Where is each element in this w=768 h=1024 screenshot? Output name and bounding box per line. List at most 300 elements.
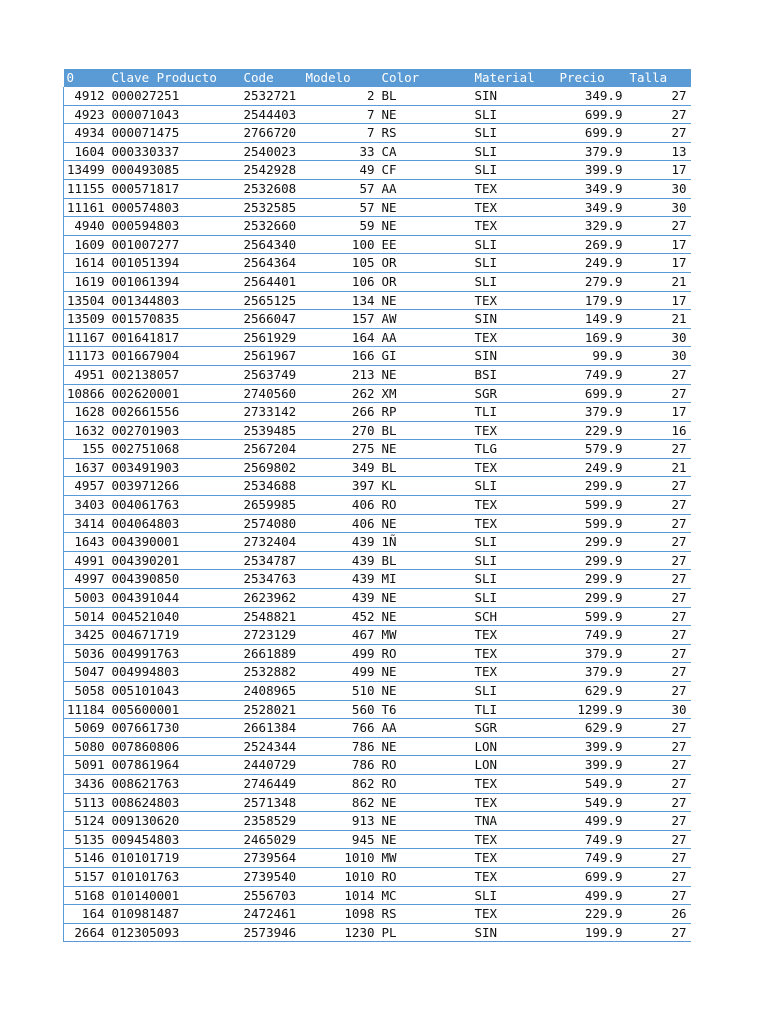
cell-color[interactable]: OR — [381, 273, 397, 289]
cell-modelo[interactable]: 397 — [351, 478, 375, 494]
cell-color[interactable]: NE — [381, 590, 397, 606]
cell-code[interactable]: 2661384 — [243, 720, 297, 736]
cell-precio[interactable]: 549.9 — [584, 794, 623, 810]
cell-color[interactable]: KL — [381, 478, 397, 494]
cell-clave-producto[interactable]: 004390001 — [111, 534, 180, 550]
cell-index[interactable]: 5080 — [64, 737, 109, 756]
cell-index[interactable]: 155 — [64, 440, 109, 459]
cell-modelo[interactable]: 1010 — [344, 850, 375, 866]
cell-modelo[interactable]: 406 — [351, 497, 375, 513]
cell-material[interactable]: SLI — [474, 125, 498, 141]
cell-material[interactable]: TEX — [474, 180, 498, 196]
cell-color[interactable]: BL — [381, 88, 397, 103]
cell-modelo[interactable]: 439 — [351, 552, 375, 568]
cell-talla[interactable]: 27 — [671, 831, 687, 847]
cell-clave-producto[interactable]: 003491903 — [111, 459, 180, 475]
cell-precio[interactable]: 399.9 — [584, 757, 623, 773]
cell-index[interactable]: 1619 — [64, 272, 109, 291]
cell-clave-producto[interactable]: 005600001 — [111, 701, 180, 717]
cell-talla[interactable]: 27 — [671, 627, 687, 643]
cell-precio[interactable]: 399.9 — [584, 162, 623, 178]
cell-talla[interactable]: 27 — [671, 608, 687, 624]
cell-modelo[interactable]: 439 — [351, 590, 375, 606]
cell-color[interactable]: NE — [381, 106, 397, 122]
cell-code[interactable]: 2746449 — [243, 775, 297, 791]
cell-clave-producto[interactable]: 009454803 — [111, 831, 180, 847]
cell-talla[interactable]: 17 — [671, 236, 687, 252]
cell-color[interactable]: NE — [381, 813, 397, 829]
cell-modelo[interactable]: 49 — [359, 162, 375, 178]
cell-color[interactable]: RO — [381, 775, 397, 791]
cell-code[interactable]: 2623962 — [243, 590, 297, 606]
cell-material[interactable]: SCH — [474, 608, 498, 624]
cell-index[interactable]: 3436 — [64, 774, 109, 793]
cell-material[interactable]: TEX — [474, 664, 498, 680]
cell-talla[interactable]: 27 — [671, 441, 687, 457]
cell-color[interactable]: NE — [381, 366, 397, 382]
cell-color[interactable]: BL — [381, 552, 397, 568]
cell-modelo[interactable]: 7 — [366, 106, 375, 122]
cell-precio[interactable]: 99.9 — [592, 348, 623, 364]
cell-index[interactable]: 3403 — [64, 496, 109, 515]
cell-index[interactable]: 5146 — [64, 849, 109, 868]
cell-color[interactable]: RP — [381, 404, 397, 420]
cell-material[interactable]: SIN — [474, 88, 498, 103]
cell-talla[interactable]: 17 — [671, 404, 687, 420]
cell-modelo[interactable]: 164 — [351, 329, 375, 345]
cell-precio[interactable]: 349.9 — [584, 199, 623, 215]
cell-modelo[interactable]: 499 — [351, 664, 375, 680]
cell-index[interactable]: 5091 — [64, 756, 109, 775]
cell-color[interactable]: NE — [381, 608, 397, 624]
cell-precio[interactable]: 749.9 — [584, 627, 623, 643]
cell-material[interactable]: TEX — [474, 906, 498, 922]
cell-precio[interactable]: 379.9 — [584, 404, 623, 420]
cell-talla[interactable]: 27 — [671, 515, 687, 531]
cell-clave-producto[interactable]: 004061763 — [111, 497, 180, 513]
cell-clave-producto[interactable]: 001344803 — [111, 292, 180, 308]
cell-index[interactable]: 4912 — [64, 87, 109, 105]
cell-material[interactable]: SLI — [474, 273, 498, 289]
cell-modelo[interactable]: 1098 — [344, 906, 375, 922]
cell-material[interactable]: LON — [474, 757, 498, 773]
cell-index[interactable]: 11167 — [64, 328, 109, 347]
cell-precio[interactable]: 349.9 — [584, 180, 623, 196]
cell-talla[interactable]: 27 — [671, 218, 687, 234]
cell-index[interactable]: 5113 — [64, 793, 109, 812]
cell-material[interactable]: SLI — [474, 143, 498, 159]
cell-code[interactable]: 2534688 — [243, 478, 297, 494]
cell-talla[interactable]: 27 — [671, 125, 687, 141]
cell-index[interactable]: 5058 — [64, 682, 109, 701]
cell-code[interactable]: 2567204 — [243, 441, 297, 457]
cell-material[interactable]: TEX — [474, 850, 498, 866]
cell-precio[interactable]: 749.9 — [584, 366, 623, 382]
cell-color[interactable]: OR — [381, 255, 397, 271]
cell-modelo[interactable]: 157 — [351, 311, 375, 327]
cell-index[interactable]: 5157 — [64, 867, 109, 886]
cell-color[interactable]: 1Ñ — [381, 534, 397, 550]
cell-precio[interactable]: 299.9 — [584, 590, 623, 606]
cell-talla[interactable]: 27 — [671, 775, 687, 791]
cell-modelo[interactable]: 262 — [351, 385, 375, 401]
cell-precio[interactable]: 699.9 — [584, 106, 623, 122]
cell-material[interactable]: SLI — [474, 236, 498, 252]
cell-talla[interactable]: 27 — [671, 497, 687, 513]
cell-modelo[interactable]: 349 — [351, 459, 375, 475]
cell-material[interactable]: TEX — [474, 775, 498, 791]
cell-index[interactable]: 5168 — [64, 886, 109, 905]
cell-clave-producto[interactable]: 002701903 — [111, 422, 180, 438]
cell-clave-producto[interactable]: 007861964 — [111, 757, 180, 773]
cell-material[interactable]: TEX — [474, 645, 498, 661]
cell-precio[interactable]: 379.9 — [584, 143, 623, 159]
cell-clave-producto[interactable]: 004994803 — [111, 664, 180, 680]
cell-modelo[interactable]: 1010 — [344, 868, 375, 884]
cell-code[interactable]: 2532660 — [243, 218, 297, 234]
cell-modelo[interactable]: 166 — [351, 348, 375, 364]
cell-color[interactable]: AA — [381, 720, 397, 736]
cell-talla[interactable]: 27 — [671, 552, 687, 568]
cell-precio[interactable]: 629.9 — [584, 683, 623, 698]
cell-modelo[interactable]: 945 — [351, 831, 375, 847]
cell-modelo[interactable]: 270 — [351, 422, 375, 438]
cell-color[interactable]: RO — [381, 757, 397, 773]
cell-index[interactable]: 4934 — [64, 124, 109, 143]
cell-modelo[interactable]: 439 — [351, 571, 375, 587]
cell-material[interactable]: TEX — [474, 199, 498, 215]
cell-talla[interactable]: 27 — [671, 924, 687, 940]
cell-precio[interactable]: 249.9 — [584, 255, 623, 271]
cell-code[interactable]: 2532721 — [243, 88, 297, 103]
cell-index[interactable]: 2664 — [64, 923, 109, 942]
cell-code[interactable]: 2659985 — [243, 497, 297, 513]
cell-index[interactable]: 4997 — [64, 570, 109, 589]
cell-material[interactable]: TLG — [474, 441, 498, 457]
cell-code[interactable]: 2465029 — [243, 831, 297, 847]
cell-clave-producto[interactable]: 002661556 — [111, 404, 180, 420]
cell-index[interactable]: 1632 — [64, 421, 109, 440]
cell-color[interactable]: RO — [381, 868, 397, 884]
header-cell-color[interactable]: Color — [381, 70, 420, 85]
cell-code[interactable]: 2528021 — [243, 701, 297, 717]
cell-index[interactable]: 1604 — [64, 142, 109, 161]
cell-code[interactable]: 2440729 — [243, 757, 297, 773]
cell-color[interactable]: BL — [381, 422, 397, 438]
cell-index[interactable]: 4991 — [64, 551, 109, 570]
cell-index[interactable]: 1609 — [64, 235, 109, 254]
cell-talla[interactable]: 27 — [671, 88, 687, 103]
cell-color[interactable]: AA — [381, 329, 397, 345]
cell-talla[interactable]: 27 — [671, 720, 687, 736]
header-cell-material[interactable]: Material — [474, 70, 535, 85]
cell-precio[interactable]: 549.9 — [584, 775, 623, 791]
cell-color[interactable]: CA — [381, 143, 397, 159]
cell-clave-producto[interactable]: 000071043 — [111, 106, 180, 122]
cell-clave-producto[interactable]: 012305093 — [111, 924, 180, 940]
cell-code[interactable]: 2548821 — [243, 608, 297, 624]
cell-material[interactable]: SIN — [474, 348, 498, 364]
cell-code[interactable]: 2766720 — [243, 125, 297, 141]
cell-code[interactable]: 2540023 — [243, 143, 297, 159]
cell-precio[interactable]: 749.9 — [584, 831, 623, 847]
cell-modelo[interactable]: 33 — [359, 143, 375, 159]
cell-clave-producto[interactable]: 004390850 — [111, 571, 180, 587]
cell-material[interactable]: BSI — [474, 366, 498, 382]
cell-precio[interactable]: 699.9 — [584, 385, 623, 401]
cell-precio[interactable]: 149.9 — [584, 311, 623, 327]
cell-clave-producto[interactable]: 008624803 — [111, 794, 180, 810]
cell-index[interactable]: 13509 — [64, 310, 109, 329]
cell-precio[interactable]: 299.9 — [584, 534, 623, 550]
cell-color[interactable]: NE — [381, 218, 397, 234]
cell-clave-producto[interactable]: 001667904 — [111, 348, 180, 364]
cell-color[interactable]: NE — [381, 199, 397, 215]
cell-color[interactable]: XM — [381, 385, 397, 401]
cell-code[interactable]: 2358529 — [243, 813, 297, 829]
cell-clave-producto[interactable]: 005101043 — [111, 683, 180, 698]
cell-material[interactable]: SLI — [474, 106, 498, 122]
cell-color[interactable]: EE — [381, 236, 397, 252]
cell-clave-producto[interactable]: 001051394 — [111, 255, 180, 271]
cell-clave-producto[interactable]: 000330337 — [111, 143, 180, 159]
cell-precio[interactable]: 169.9 — [584, 329, 623, 345]
cell-color[interactable]: RS — [381, 906, 397, 922]
cell-clave-producto[interactable]: 007661730 — [111, 720, 180, 736]
cell-material[interactable]: LON — [474, 738, 498, 754]
cell-precio[interactable]: 1299.9 — [577, 701, 623, 717]
cell-clave-producto[interactable]: 008621763 — [111, 775, 180, 791]
cell-talla[interactable]: 30 — [671, 329, 687, 345]
cell-index[interactable]: 11155 — [64, 179, 109, 198]
cell-material[interactable]: SGR — [474, 385, 498, 401]
cell-talla[interactable]: 27 — [671, 850, 687, 866]
cell-clave-producto[interactable]: 007860806 — [111, 738, 180, 754]
cell-talla[interactable]: 21 — [671, 459, 687, 475]
cell-code[interactable]: 2563749 — [243, 366, 297, 382]
cell-talla[interactable]: 30 — [671, 348, 687, 364]
cell-index[interactable]: 5135 — [64, 830, 109, 849]
cell-modelo[interactable]: 862 — [351, 775, 375, 791]
cell-modelo[interactable]: 59 — [359, 218, 375, 234]
cell-clave-producto[interactable]: 002751068 — [111, 441, 180, 457]
cell-precio[interactable]: 699.9 — [584, 868, 623, 884]
cell-precio[interactable]: 399.9 — [584, 738, 623, 754]
cell-material[interactable]: SLI — [474, 162, 498, 178]
cell-material[interactable]: TEX — [474, 627, 498, 643]
cell-talla[interactable]: 27 — [671, 738, 687, 754]
cell-modelo[interactable]: 2 — [366, 88, 375, 103]
cell-clave-producto[interactable]: 004391044 — [111, 590, 180, 606]
cell-material[interactable]: TEX — [474, 831, 498, 847]
cell-material[interactable]: SGR — [474, 720, 498, 736]
cell-clave-producto[interactable]: 001061394 — [111, 273, 180, 289]
cell-modelo[interactable]: 213 — [351, 366, 375, 382]
cell-clave-producto[interactable]: 000571817 — [111, 180, 180, 196]
cell-index[interactable]: 11184 — [64, 700, 109, 719]
cell-index[interactable]: 1628 — [64, 403, 109, 422]
cell-code[interactable]: 2532882 — [243, 664, 297, 680]
header-cell-clave-producto[interactable]: Clave Producto — [111, 70, 217, 85]
cell-precio[interactable]: 249.9 — [584, 459, 623, 475]
cell-color[interactable]: RO — [381, 645, 397, 661]
cell-modelo[interactable]: 57 — [359, 199, 375, 215]
cell-color[interactable]: AA — [381, 180, 397, 196]
cell-talla[interactable]: 27 — [671, 106, 687, 122]
cell-talla[interactable]: 27 — [671, 534, 687, 550]
cell-index[interactable]: 11173 — [64, 347, 109, 366]
cell-code[interactable]: 2571348 — [243, 794, 297, 810]
cell-clave-producto[interactable]: 001570835 — [111, 311, 180, 327]
cell-index[interactable]: 164 — [64, 905, 109, 924]
cell-code[interactable]: 2732404 — [243, 534, 297, 550]
cell-clave-producto[interactable]: 002620001 — [111, 385, 180, 401]
cell-material[interactable]: SLI — [474, 478, 498, 494]
cell-modelo[interactable]: 913 — [351, 813, 375, 829]
cell-precio[interactable]: 629.9 — [584, 720, 623, 736]
cell-index[interactable]: 5124 — [64, 812, 109, 831]
cell-talla[interactable]: 27 — [671, 887, 687, 903]
cell-material[interactable]: SLI — [474, 534, 498, 550]
cell-talla[interactable]: 27 — [671, 794, 687, 810]
cell-clave-producto[interactable]: 000574803 — [111, 199, 180, 215]
cell-code[interactable]: 2544403 — [243, 106, 297, 122]
cell-color[interactable]: NE — [381, 441, 397, 457]
cell-material[interactable]: TEX — [474, 218, 498, 234]
cell-material[interactable]: SLI — [474, 887, 498, 903]
cell-precio[interactable]: 699.9 — [584, 125, 623, 141]
cell-modelo[interactable]: 1014 — [344, 887, 375, 903]
cell-modelo[interactable]: 275 — [351, 441, 375, 457]
cell-precio[interactable]: 279.9 — [584, 273, 623, 289]
cell-precio[interactable]: 269.9 — [584, 236, 623, 252]
cell-clave-producto[interactable]: 000027251 — [111, 88, 180, 103]
cell-precio[interactable]: 379.9 — [584, 645, 623, 661]
cell-color[interactable]: MW — [381, 850, 397, 866]
cell-index[interactable]: 5003 — [64, 589, 109, 608]
cell-precio[interactable]: 299.9 — [584, 478, 623, 494]
cell-clave-producto[interactable]: 001007277 — [111, 236, 180, 252]
cell-clave-producto[interactable]: 004390201 — [111, 552, 180, 568]
cell-code[interactable]: 2661889 — [243, 645, 297, 661]
cell-color[interactable]: NE — [381, 738, 397, 754]
cell-modelo[interactable]: 406 — [351, 515, 375, 531]
cell-modelo[interactable]: 100 — [351, 236, 375, 252]
cell-index[interactable]: 5047 — [64, 663, 109, 682]
cell-talla[interactable]: 17 — [671, 292, 687, 308]
cell-modelo[interactable]: 134 — [351, 292, 375, 308]
cell-color[interactable]: MI — [381, 571, 397, 587]
cell-talla[interactable]: 16 — [671, 422, 687, 438]
cell-precio[interactable]: 229.9 — [584, 422, 623, 438]
cell-index[interactable]: 1637 — [64, 458, 109, 477]
cell-precio[interactable]: 379.9 — [584, 664, 623, 680]
cell-material[interactable]: SLI — [474, 683, 498, 698]
cell-talla[interactable]: 27 — [671, 366, 687, 382]
cell-precio[interactable]: 329.9 — [584, 218, 623, 234]
cell-index[interactable]: 1643 — [64, 533, 109, 552]
cell-index[interactable]: 11161 — [64, 198, 109, 217]
cell-material[interactable]: TEX — [474, 794, 498, 810]
cell-code[interactable]: 2733142 — [243, 404, 297, 420]
cell-color[interactable]: RS — [381, 125, 397, 141]
cell-color[interactable]: RO — [381, 497, 397, 513]
cell-code[interactable]: 2564340 — [243, 236, 297, 252]
cell-clave-producto[interactable]: 004671719 — [111, 627, 180, 643]
cell-code[interactable]: 2532585 — [243, 199, 297, 215]
cell-code[interactable]: 2561967 — [243, 348, 297, 364]
cell-precio[interactable]: 299.9 — [584, 552, 623, 568]
cell-talla[interactable]: 27 — [671, 571, 687, 587]
cell-code[interactable]: 2574080 — [243, 515, 297, 531]
cell-talla[interactable]: 27 — [671, 868, 687, 884]
cell-talla[interactable]: 21 — [671, 273, 687, 289]
cell-index[interactable]: 3425 — [64, 626, 109, 645]
cell-color[interactable]: MW — [381, 627, 397, 643]
cell-talla[interactable]: 21 — [671, 311, 687, 327]
cell-talla[interactable]: 17 — [671, 255, 687, 271]
cell-precio[interactable]: 499.9 — [584, 887, 623, 903]
cell-modelo[interactable]: 862 — [351, 794, 375, 810]
cell-code[interactable]: 2408965 — [243, 683, 297, 698]
cell-modelo[interactable]: 786 — [351, 738, 375, 754]
cell-talla[interactable]: 27 — [671, 757, 687, 773]
cell-material[interactable]: TLI — [474, 701, 498, 717]
cell-index[interactable]: 3414 — [64, 514, 109, 533]
cell-index[interactable]: 5014 — [64, 607, 109, 626]
cell-clave-producto[interactable]: 004991763 — [111, 645, 180, 661]
cell-code[interactable]: 2739564 — [243, 850, 297, 866]
cell-material[interactable]: TNA — [474, 813, 498, 829]
cell-precio[interactable]: 579.9 — [584, 441, 623, 457]
cell-precio[interactable]: 199.9 — [584, 924, 623, 940]
cell-modelo[interactable]: 560 — [351, 701, 375, 717]
cell-color[interactable]: NE — [381, 515, 397, 531]
cell-modelo[interactable]: 1230 — [344, 924, 375, 940]
cell-precio[interactable]: 599.9 — [584, 608, 623, 624]
cell-code[interactable]: 2573946 — [243, 924, 297, 940]
cell-material[interactable]: SLI — [474, 255, 498, 271]
cell-clave-producto[interactable]: 010981487 — [111, 906, 180, 922]
cell-talla[interactable]: 30 — [671, 180, 687, 196]
cell-modelo[interactable]: 266 — [351, 404, 375, 420]
cell-color[interactable]: AW — [381, 311, 397, 327]
cell-color[interactable]: CF — [381, 162, 397, 178]
cell-clave-producto[interactable]: 000071475 — [111, 125, 180, 141]
cell-material[interactable]: TEX — [474, 497, 498, 513]
cell-talla[interactable]: 13 — [671, 143, 687, 159]
header-cell-talla[interactable]: Talla — [629, 70, 668, 85]
cell-material[interactable]: SIN — [474, 924, 498, 940]
cell-index[interactable]: 10866 — [64, 384, 109, 403]
cell-material[interactable]: SIN — [474, 311, 498, 327]
cell-index[interactable]: 5069 — [64, 719, 109, 738]
cell-clave-producto[interactable]: 001641817 — [111, 329, 180, 345]
cell-precio[interactable]: 349.9 — [584, 88, 623, 103]
cell-index[interactable]: 13499 — [64, 161, 109, 180]
cell-code[interactable]: 2565125 — [243, 292, 297, 308]
cell-talla[interactable]: 27 — [671, 478, 687, 494]
cell-precio[interactable]: 299.9 — [584, 571, 623, 587]
header-cell-code[interactable]: Code — [243, 70, 274, 85]
cell-code[interactable]: 2532608 — [243, 180, 297, 196]
cell-material[interactable]: TEX — [474, 292, 498, 308]
cell-precio[interactable]: 749.9 — [584, 850, 623, 866]
cell-index[interactable]: 1614 — [64, 254, 109, 273]
cell-precio[interactable]: 599.9 — [584, 497, 623, 513]
cell-talla[interactable]: 17 — [671, 162, 687, 178]
cell-clave-producto[interactable]: 000594803 — [111, 218, 180, 234]
